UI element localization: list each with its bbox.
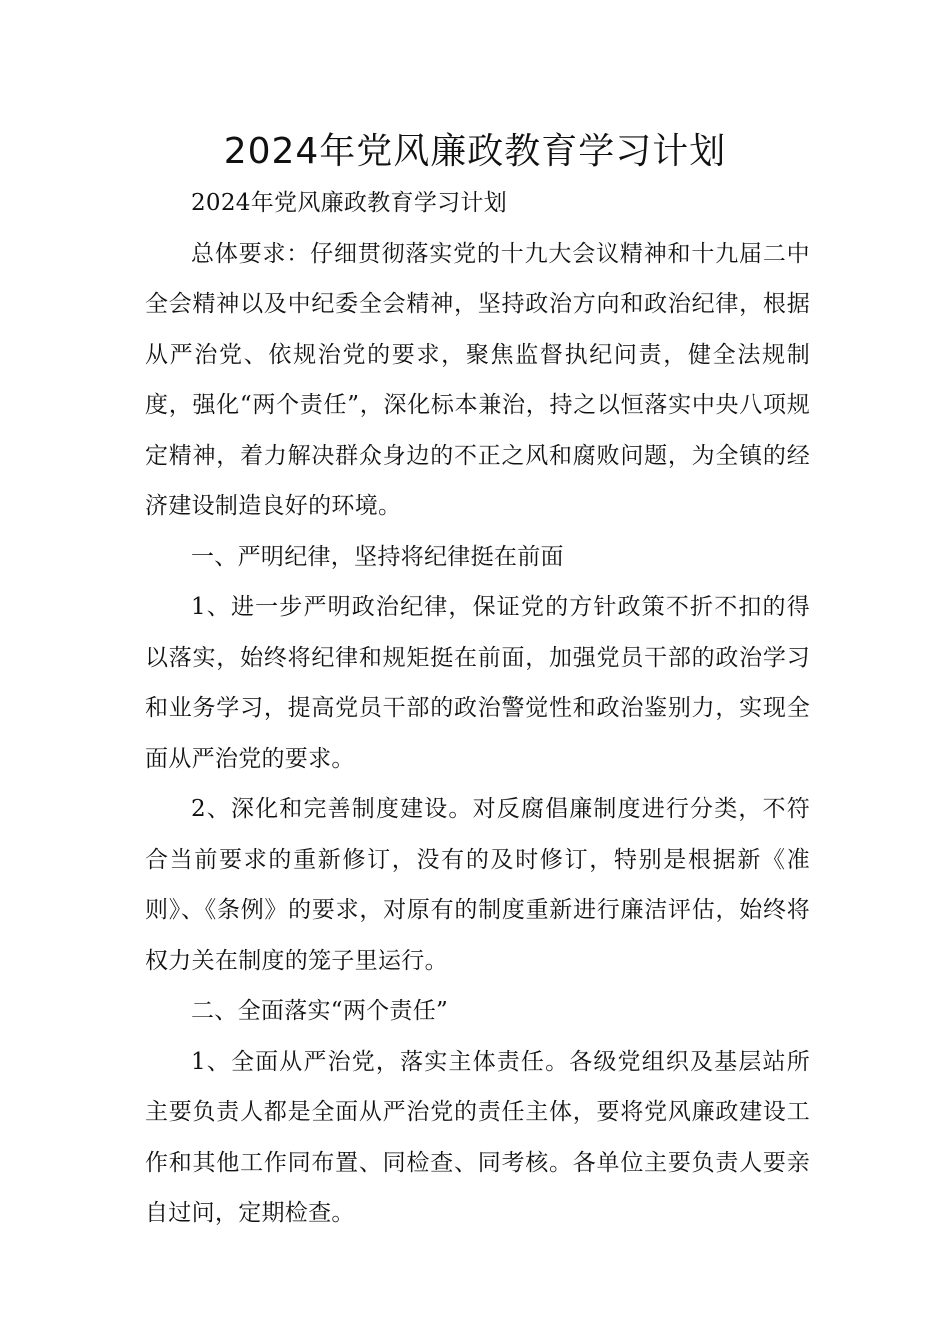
general-requirements-paragraph: 总体要求：仔细贯彻落实党的十九大会议精神和十九届二中全会精神以及中纪委全会精神，坚持政治方向和政治纪律，根据从严治党、依规治党的要求，聚焦监督执纪问责，健全法规制度，强化“两个责任”，深化标本兼治，持之以恒落实中央八项规定精神，着力解决群众身边的不正之风和腐败问题，为全镇的经济建设制造良好的环境。 bbox=[145, 240, 810, 519]
section-heading-2: 二、全面落实“两个责任” bbox=[191, 998, 449, 1024]
subtitle-paragraph: 2024年党风廉政教育学习计划 bbox=[191, 190, 508, 216]
section-1-item-2: 2、深化和完善制度建设。对反腐倡廉制度进行分类，不符合当前要求的重新修订，没有的及时修订，特别是根据新《准则》、《条例》的要求，对原有的制度重新进行廉洁评估，始终将权力关在制度的笼子里运行。 bbox=[145, 796, 810, 974]
section-heading-1: 一、严明纪律，坚持将纪律挺在前面 bbox=[191, 543, 564, 570]
section-2-item-1: 1、全面从严治党，落实主体责任。各级党组织及基层站所主要负责人都是全面从严治党的责任主体，要将党风廉政建设工作和其他工作同布置、同检查、同考核。各单位主要负责人要亲自过问，定期检查。 bbox=[145, 1048, 810, 1226]
document-title: 2024年党风廉政教育学习计划 bbox=[223, 131, 727, 172]
document-body bbox=[145, 178, 810, 1239]
section-1-item-1: 1、进一步严明政治纪律，保证党的方针政策不折不扣的得以落实，始终将纪律和规矩挺在前面，加强党员干部的政治学习和业务学习，提高党员干部的政治警觉性和政治鉴别力，实现全面从严治党的要求。 bbox=[145, 594, 810, 772]
